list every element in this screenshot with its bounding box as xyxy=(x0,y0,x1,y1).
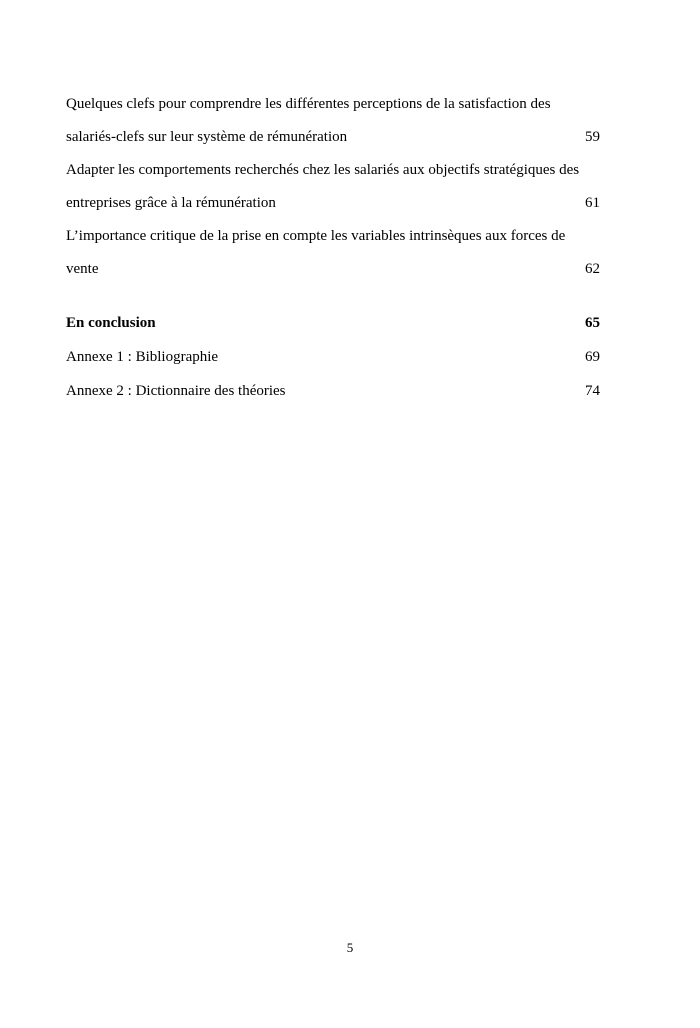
toc-entry-title-line2: entreprises grâce à la rémunération xyxy=(66,195,276,211)
section-spacer xyxy=(66,284,600,306)
dot-leader xyxy=(278,192,582,207)
table-of-contents xyxy=(66,86,600,408)
toc-entry-title: Annexe 2 : Dictionnaire des théories xyxy=(66,383,286,399)
dot-leader xyxy=(158,312,582,327)
toc-entry-title-line1: Adapter les comportements recherchés chez les salariés aux objectifs stratégiques des xyxy=(66,162,580,178)
toc-entry-title: En conclusion xyxy=(66,315,156,331)
dot-leader xyxy=(220,346,582,361)
dot-leader xyxy=(288,380,582,395)
toc-entry-title-line2-row xyxy=(66,122,600,152)
dot-leader xyxy=(100,258,582,273)
toc-entry-satisfaction[interactable] xyxy=(66,86,600,152)
toc-entry-title-line2-row xyxy=(66,188,600,218)
toc-entry-variables-intrinseques[interactable] xyxy=(66,218,600,284)
toc-entry-page-number: 65 xyxy=(585,315,600,331)
toc-entry-title-line2-row xyxy=(66,254,600,284)
toc-entry-annexe-1[interactable] xyxy=(66,340,600,374)
toc-entry-title: Annexe 1 : Bibliographie xyxy=(66,349,219,365)
toc-entry-page-number: 74 xyxy=(585,383,600,399)
toc-entry-title-line1: Quelques clefs pour comprendre les différentes perceptions de la satisfaction des xyxy=(66,96,551,112)
toc-entry-page-number: 61 xyxy=(585,195,600,211)
toc-entry-page-number: 62 xyxy=(585,261,600,277)
dot-leader xyxy=(349,126,582,141)
toc-entry-conclusion[interactable] xyxy=(66,306,600,340)
toc-entry-page-number: 69 xyxy=(585,349,600,365)
toc-entry-title-line2: salariés-clefs sur leur système de rémunération xyxy=(66,129,348,145)
toc-entry-page-number: 59 xyxy=(585,129,600,145)
toc-entry-title-line2: vente xyxy=(66,261,99,277)
page-number: 5 xyxy=(346,940,354,955)
toc-entry-title-line1: L’importance critique de la prise en compte les variables intrinsèques aux forces de xyxy=(66,228,566,244)
toc-entry-annexe-2[interactable] xyxy=(66,374,600,408)
toc-entry-comportements[interactable] xyxy=(66,152,600,218)
